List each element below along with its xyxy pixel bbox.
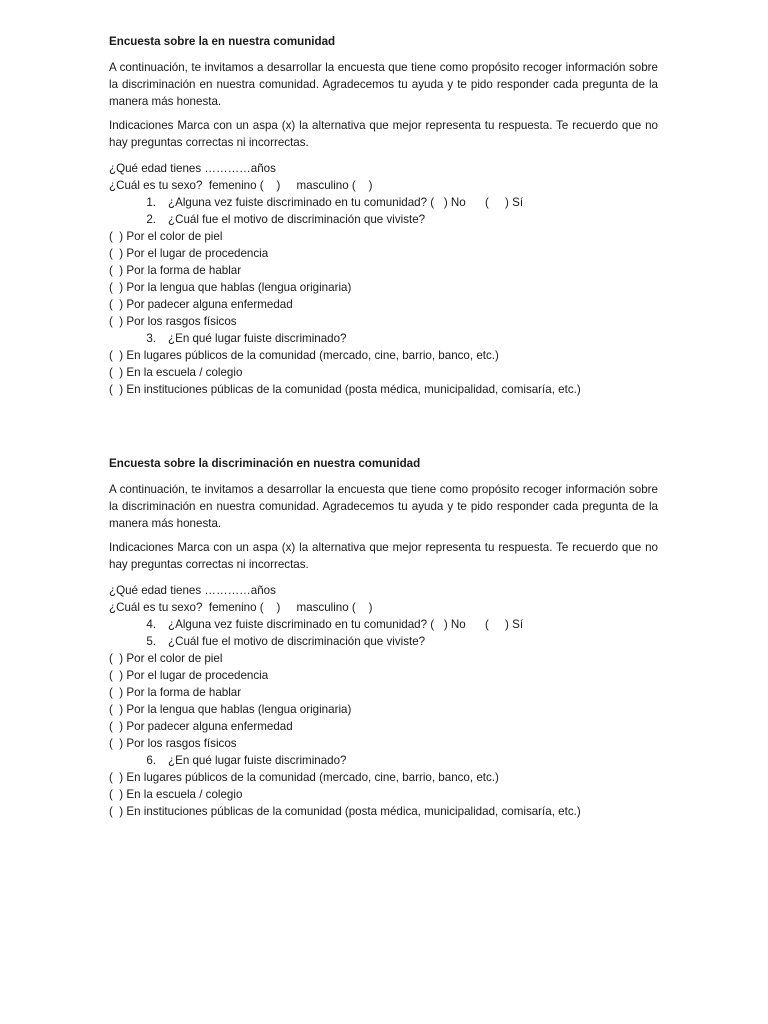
survey-title: Encuesta sobre la discriminación en nuestra comunidad [109,457,421,470]
motive-option[interactable]: ( ) Por los rasgos físicos [109,314,237,328]
age-question: ¿Qué edad tienes …………años [109,161,276,175]
motive-option[interactable]: ( ) Por el lugar de procedencia [109,246,269,260]
motive-option[interactable]: ( ) Por padecer alguna enfermedad [109,297,293,311]
question-item [109,752,658,769]
place-option[interactable]: ( ) En lugares públicos de la comunidad (mercado, cine, barrio, banco, etc.) [109,770,499,784]
place-option[interactable]: ( ) En instituciones públicas de la comunidad (posta médica, municipalidad, comisaría, etc.) [109,382,581,396]
age-question: ¿Qué edad tienes …………años [109,583,276,597]
survey-instructions: Indicaciones Marca con un aspa (x) la alternativa que mejor representa tu respuesta. Te recuerdo que no hay preguntas correctas ni incorrectas. [109,119,658,150]
survey-instructions: Indicaciones Marca con un aspa (x) la alternativa que mejor representa tu respuesta. Te recuerdo que no hay preguntas correctas ni incorrectas. [109,541,658,572]
question-text: ¿Cuál fue el motivo de discriminación que viviste? [168,212,426,226]
survey-2 [109,455,658,820]
survey-1 [109,33,658,398]
question-text: ¿Alguna vez fuiste discriminado en tu comunidad? ( ) No ( ) Sí [168,617,524,631]
survey-intro: A continuación, te invitamos a desarrollar la encuesta que tiene como propósito recoger información sobre la discriminación en nuestra comunidad. Agradecemos tu ayuda y te pido responder cada pregunta de la manera más honesta. [109,483,658,530]
motive-option[interactable]: ( ) Por el color de piel [109,229,223,243]
question-text: ¿En qué lugar fuiste discriminado? [168,753,347,767]
question-item [109,616,658,633]
place-option[interactable]: ( ) En la escuela / colegio [109,787,243,801]
motive-option[interactable]: ( ) Por la lengua que hablas (lengua originaria) [109,702,352,716]
motive-option[interactable]: ( ) Por el color de piel [109,651,223,665]
question-item [109,633,658,650]
question-number: 1. [146,195,156,209]
question-number: 4. [146,617,156,631]
question-item [109,211,658,228]
survey-intro: A continuación, te invitamos a desarrollar la encuesta que tiene como propósito recoger información sobre la discriminación en nuestra comunidad. Agradecemos tu ayuda y te pido responder cada pregunta de la manera más honesta. [109,61,658,108]
motive-option[interactable]: ( ) Por el lugar de procedencia [109,668,269,682]
place-option[interactable]: ( ) En la escuela / colegio [109,365,243,379]
question-number: 6. [146,753,156,767]
place-option[interactable]: ( ) En lugares públicos de la comunidad (mercado, cine, barrio, banco, etc.) [109,348,499,362]
question-text: ¿Alguna vez fuiste discriminado en tu comunidad? ( ) No ( ) Sí [168,195,524,209]
question-text: ¿En qué lugar fuiste discriminado? [168,331,347,345]
question-item [109,194,658,211]
question-number: 3. [146,331,156,345]
survey-title: Encuesta sobre la en nuestra comunidad [109,35,336,48]
question-number: 5. [146,634,156,648]
question-number: 2. [146,212,156,226]
place-option[interactable]: ( ) En instituciones públicas de la comunidad (posta médica, municipalidad, comisaría, etc.) [109,804,581,818]
motive-option[interactable]: ( ) Por la forma de hablar [109,263,242,277]
motive-option[interactable]: ( ) Por padecer alguna enfermedad [109,719,293,733]
sex-question: ¿Cuál es tu sexo? femenino ( ) masculino ( ) [109,178,373,192]
motive-option[interactable]: ( ) Por la forma de hablar [109,685,242,699]
question-text: ¿Cuál fue el motivo de discriminación que viviste? [168,634,426,648]
sex-question: ¿Cuál es tu sexo? femenino ( ) masculino ( ) [109,600,373,614]
question-item [109,330,658,347]
motive-option[interactable]: ( ) Por los rasgos físicos [109,736,237,750]
motive-option[interactable]: ( ) Por la lengua que hablas (lengua originaria) [109,280,352,294]
